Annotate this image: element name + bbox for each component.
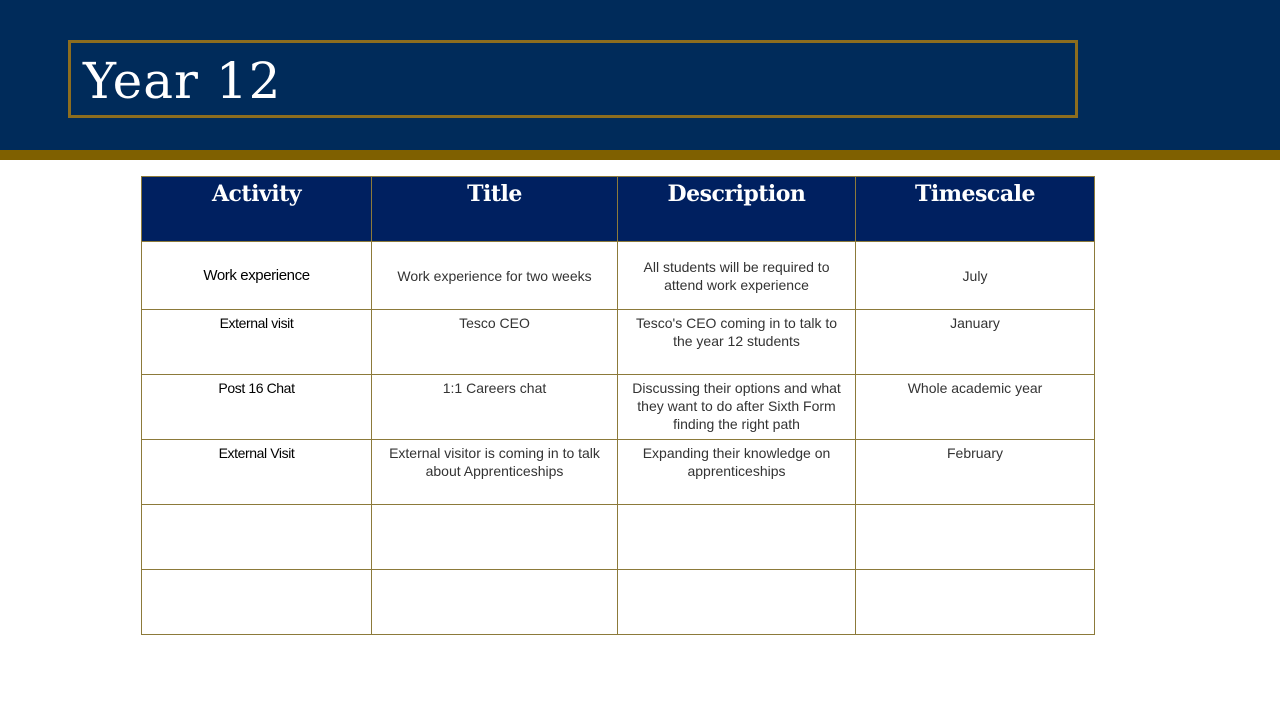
cell-activity (142, 570, 372, 635)
table-row (142, 375, 1095, 440)
header-description: Description (618, 177, 856, 242)
cell-activity: External visit (142, 310, 372, 375)
page-title: Year 12 (83, 52, 282, 110)
cell-title (372, 505, 618, 570)
cell-description: All students will be required to attend work experience (618, 242, 856, 310)
header-activity: Activity (142, 177, 372, 242)
table-row (142, 310, 1095, 375)
cell-description: Expanding their knowledge on apprenticeships (618, 440, 856, 505)
cell-title (372, 570, 618, 635)
cell-timescale: July (856, 242, 1095, 310)
cell-timescale (856, 570, 1095, 635)
cell-description: Discussing their options and what they want to do after Sixth Form finding the right path (618, 375, 856, 440)
header-title: Title (372, 177, 618, 242)
cell-activity (142, 505, 372, 570)
cell-title: Tesco CEO (372, 310, 618, 375)
cell-title: 1:1 Careers chat (372, 375, 618, 440)
cell-description (618, 505, 856, 570)
table-header-row (142, 177, 1095, 242)
cell-description (618, 570, 856, 635)
title-frame (68, 40, 1078, 118)
cell-title: Work experience for two weeks (372, 242, 618, 310)
cell-timescale: Whole academic year (856, 375, 1095, 440)
table-row (142, 505, 1095, 570)
cell-description: Tesco's CEO coming in to talk to the year 12 students (618, 310, 856, 375)
cell-activity: External Visit (142, 440, 372, 505)
cell-activity: Work experience (142, 242, 372, 310)
cell-title: External visitor is coming in to talk about Apprenticeships (372, 440, 618, 505)
table-row (142, 440, 1095, 505)
cell-timescale: February (856, 440, 1095, 505)
header-timescale: Timescale (856, 177, 1095, 242)
table-row (142, 242, 1095, 310)
cell-timescale: January (856, 310, 1095, 375)
cell-timescale (856, 505, 1095, 570)
cell-activity: Post 16 Chat (142, 375, 372, 440)
activity-table (141, 176, 1095, 635)
table-row (142, 570, 1095, 635)
